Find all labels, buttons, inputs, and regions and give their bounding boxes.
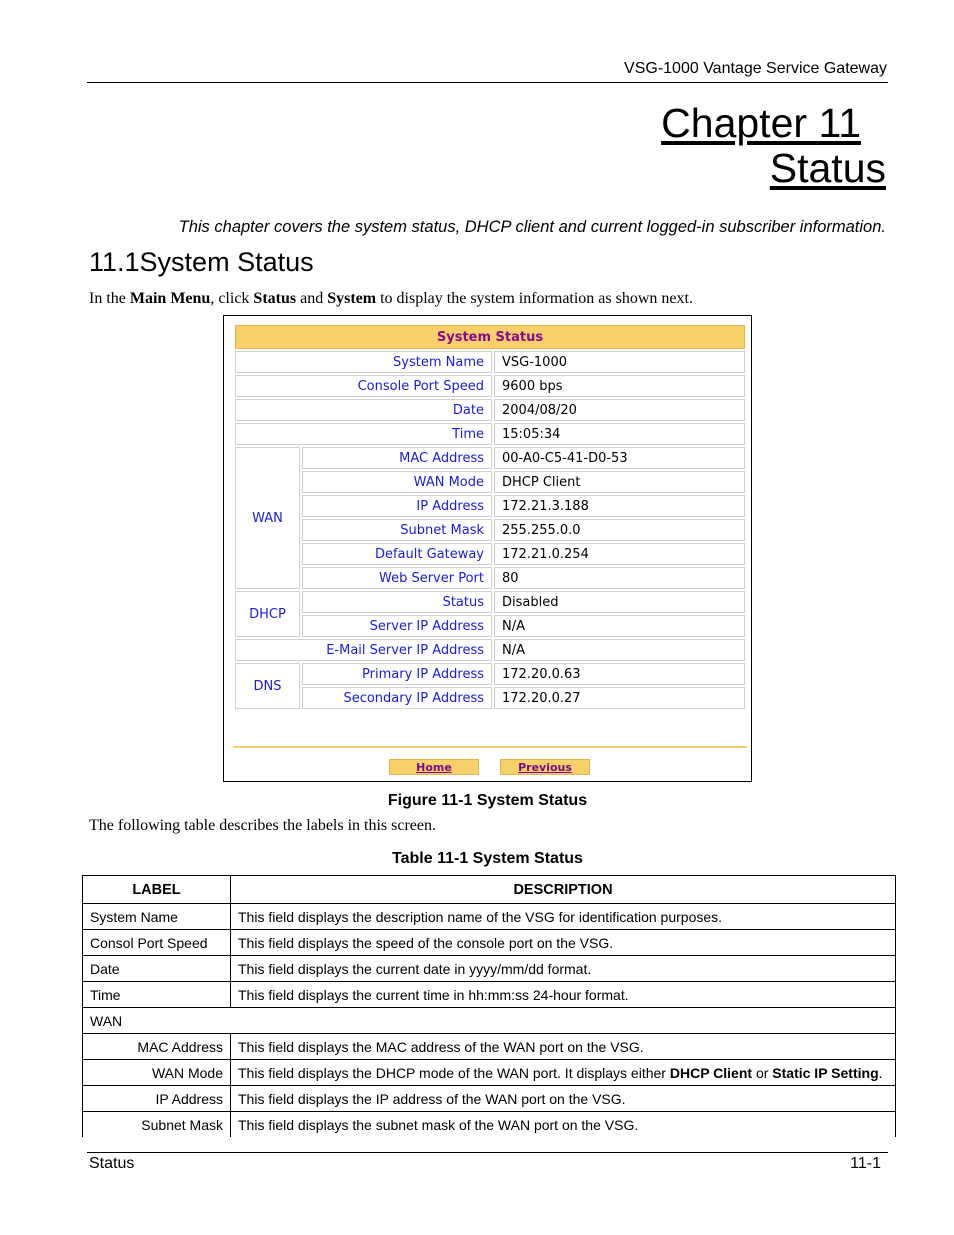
label-subnet-mask: Subnet Mask [301, 518, 493, 542]
value-wan-mode: DHCP Client [493, 470, 746, 494]
chapter-intro: This chapter covers the system status, DHCP client and current logged-in subscriber information. [178, 218, 886, 236]
label-web-server-port: Web Server Port [301, 566, 493, 590]
label-dns-secondary: Secondary IP Address [301, 686, 493, 710]
row-description: This field displays the speed of the console port on the VSG. [231, 930, 896, 956]
value-system-name: VSG-1000 [493, 350, 746, 374]
footer-chapter-name: Status [89, 1155, 135, 1172]
row-group-label: WAN [83, 1008, 896, 1034]
figure-caption: Figure 11-1 System Status [387, 792, 588, 809]
text-run: In the [89, 290, 130, 307]
footer-rule [87, 1152, 888, 1153]
value-date: 2004/08/20 [493, 398, 746, 422]
header-label: LABEL [83, 876, 231, 904]
row-label: Consol Port Speed [83, 930, 231, 956]
table-row [83, 904, 896, 930]
row-label: Date [83, 956, 231, 982]
value-dhcp-server-ip: N/A [493, 614, 746, 638]
row-description: This field displays the current time in hh:mm:ss 24-hour format. [231, 982, 896, 1008]
label-wan-mode: WAN Mode [301, 470, 493, 494]
system-status-screenshot [223, 315, 752, 782]
text-run: and [296, 290, 328, 307]
text-run: or [752, 1064, 773, 1081]
section-heading [89, 247, 314, 278]
text-run: This field displays the DHCP mode of the WAN port. It displays either [238, 1064, 670, 1081]
label-date: Date [234, 398, 493, 422]
value-default-gateway: 172.21.0.254 [493, 542, 746, 566]
table-row [83, 1060, 896, 1086]
label-description-table [82, 875, 896, 1137]
text-run: , click [210, 290, 254, 307]
value-time: 15:05:34 [493, 422, 746, 446]
value-console-port-speed: 9600 bps [493, 374, 746, 398]
table-row [83, 982, 896, 1008]
table-intro-paragraph: The following table describes the labels in this screen. [89, 817, 437, 834]
value-email-server-ip: N/A [493, 638, 746, 662]
value-subnet-mask: 255.255.0.0 [493, 518, 746, 542]
label-mac-address: MAC Address [301, 446, 493, 470]
row-label: MAC Address [83, 1034, 231, 1060]
row-label: IP Address [83, 1086, 231, 1112]
value-web-server-port: 80 [493, 566, 746, 590]
row-label: Time [83, 982, 231, 1008]
home-button[interactable]: Home [389, 759, 479, 775]
chapter-word: Chapter [661, 100, 808, 146]
row-label: WAN Mode [83, 1060, 231, 1086]
text-run: to display the system information as shown next. [376, 290, 693, 307]
page-number: 11-1 [850, 1155, 881, 1172]
label-dhcp-server-ip: Server IP Address [301, 614, 493, 638]
table-row [83, 930, 896, 956]
table-row [83, 1008, 896, 1034]
value-dns-secondary: 172.20.0.27 [493, 686, 746, 710]
previous-button[interactable]: Previous [500, 759, 590, 775]
bold-run: Status [253, 290, 297, 307]
row-description: This field displays the subnet mask of the WAN port on the VSG. [231, 1112, 896, 1138]
row-description: This field displays the description name of the VSG for identification purposes. [231, 904, 896, 930]
group-dns: DNS [234, 662, 301, 710]
table-row [83, 1086, 896, 1112]
row-description: This field displays the current date in yyyy/mm/dd format. [231, 956, 896, 982]
row-label: System Name [83, 904, 231, 930]
label-system-name: System Name [234, 350, 493, 374]
label-ip-address: IP Address [301, 494, 493, 518]
chapter-heading [661, 100, 861, 147]
label-dns-primary: Primary IP Address [301, 662, 493, 686]
label-email-server-ip: E-Mail Server IP Address [234, 638, 493, 662]
text-run: . [878, 1064, 883, 1081]
system-status-table [233, 323, 747, 711]
table-caption: Table 11-1 System Status [392, 850, 583, 867]
value-dns-primary: 172.20.0.63 [493, 662, 746, 686]
label-dhcp-status: Status [301, 590, 493, 614]
bold-run: Static IP Setting [772, 1064, 879, 1081]
intro-paragraph [89, 290, 693, 308]
section-title: System Status [139, 247, 314, 277]
section-number: 11.1 [89, 247, 140, 277]
table-row [83, 1034, 896, 1060]
value-mac-address: 00-A0-C5-41-D0-53 [493, 446, 746, 470]
table-row [83, 956, 896, 982]
chapter-number: 11 [818, 100, 861, 146]
header-rule [87, 82, 888, 83]
row-description [231, 1060, 896, 1086]
row-description: This field displays the MAC address of the WAN port on the VSG. [231, 1034, 896, 1060]
value-dhcp-status: Disabled [493, 590, 746, 614]
label-time: Time [234, 422, 493, 446]
row-label: Subnet Mask [83, 1112, 231, 1138]
bold-run: Main Menu [129, 290, 211, 307]
label-console-port-speed: Console Port Speed [234, 374, 493, 398]
screenshot-divider [233, 746, 747, 748]
row-description: This field displays the IP address of the WAN port on the VSG. [231, 1086, 896, 1112]
group-wan: WAN [234, 446, 301, 590]
label-default-gateway: Default Gateway [301, 542, 493, 566]
header-description: DESCRIPTION [231, 876, 896, 904]
group-dhcp: DHCP [234, 590, 301, 638]
bold-run: System [327, 290, 377, 307]
screen-title: System Status [234, 324, 746, 350]
bold-run: DHCP Client [669, 1064, 753, 1081]
chapter-name: Status [769, 145, 886, 191]
value-ip-address: 172.21.3.188 [493, 494, 746, 518]
running-header: VSG-1000 Vantage Service Gateway [624, 60, 887, 77]
table-row [83, 1112, 896, 1138]
